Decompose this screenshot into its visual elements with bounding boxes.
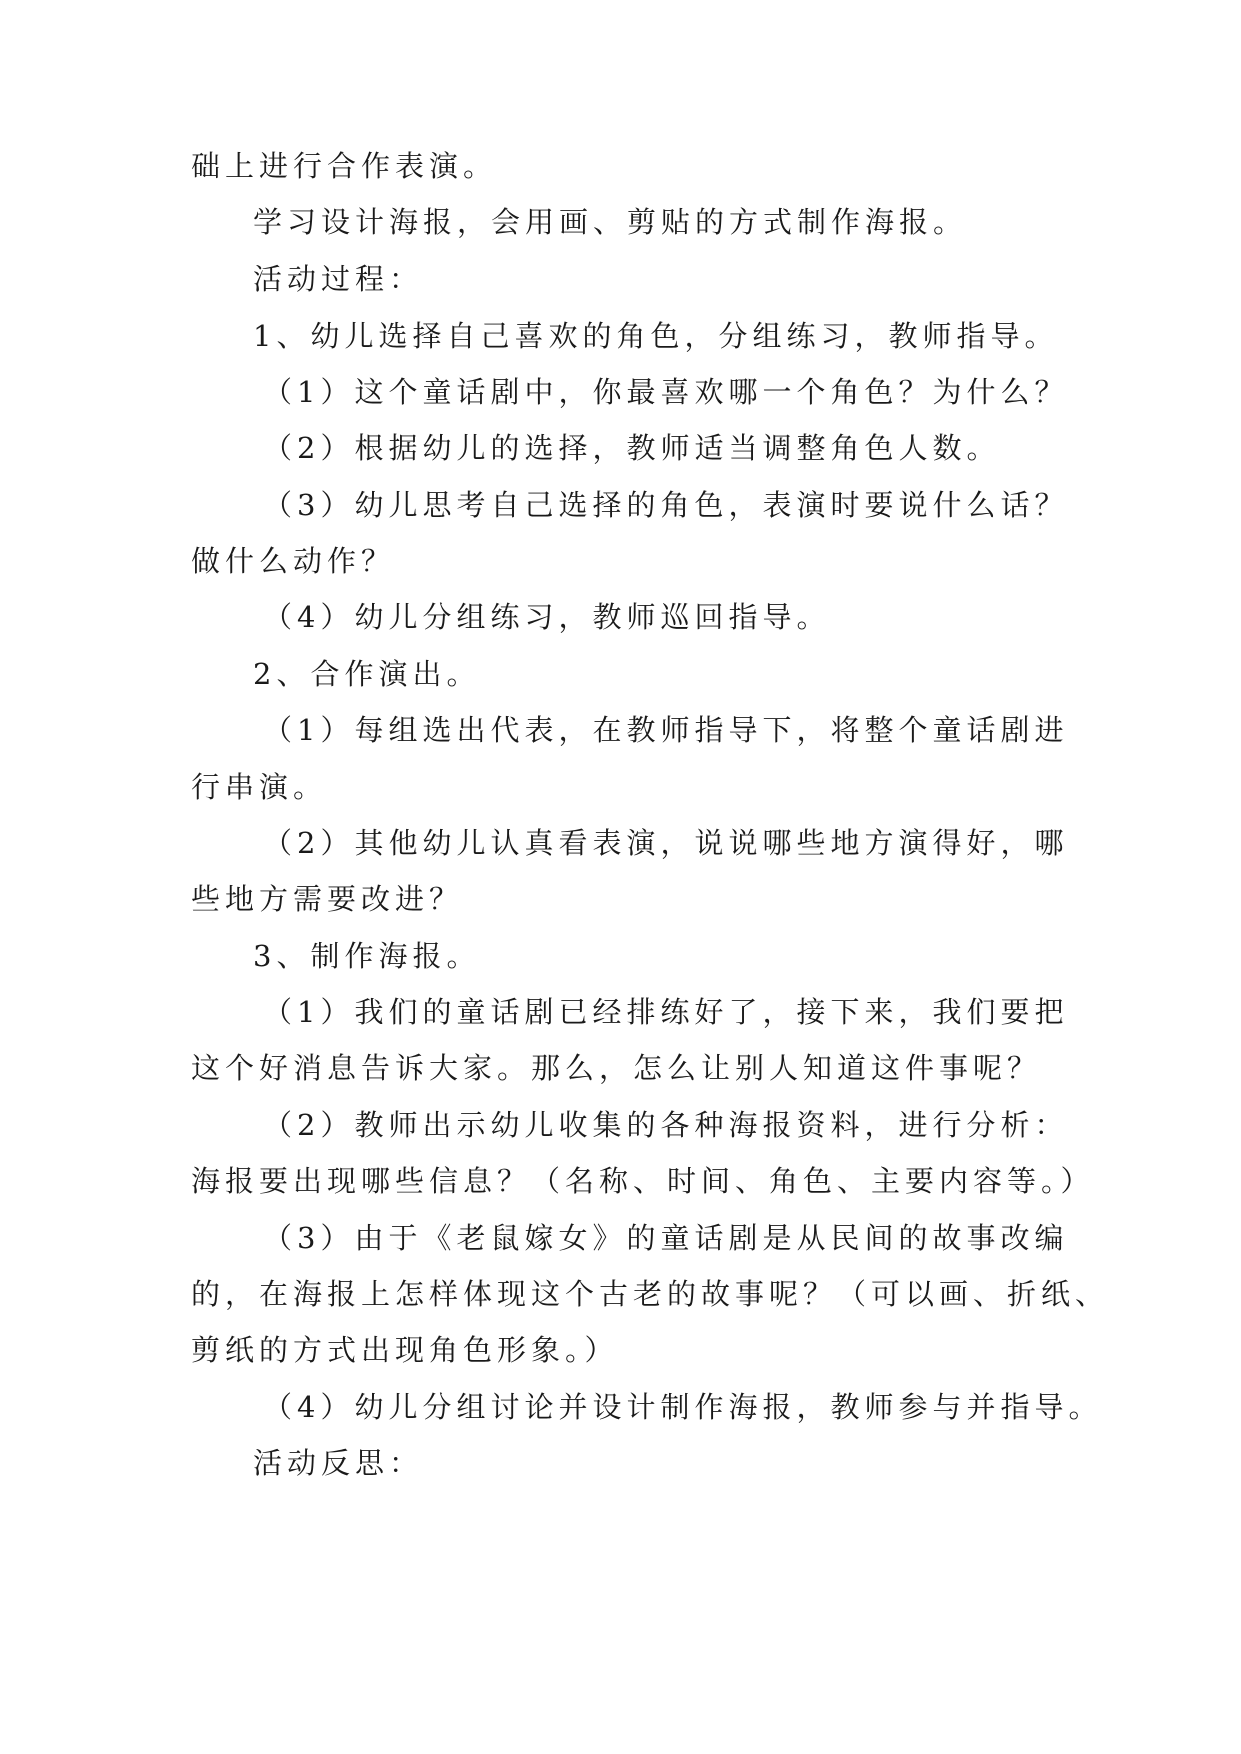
text-line: （1）每组选出代表，在教师指导下，将整个童话剧进 xyxy=(263,713,1069,747)
text-line: 3、制作海报。 xyxy=(253,939,481,973)
text-line: 行串演。 xyxy=(191,770,328,804)
text-line: 1、幼儿选择自己喜欢的角色，分组练习，教师指导。 xyxy=(253,319,1059,353)
text-line: 这个好消息告诉大家。那么，怎么让别人知道这件事呢？ xyxy=(191,1051,1042,1085)
text-line: 础上进行合作表演。 xyxy=(191,149,498,183)
text-line: （4）幼儿分组练习，教师巡回指导。 xyxy=(263,600,831,634)
text-line: （3）幼儿思考自己选择的角色，表演时要说什么话？ xyxy=(263,488,1069,522)
text-line: （1）我们的童话剧已经排练好了，接下来，我们要把 xyxy=(263,995,1069,1029)
text-line: （4）幼儿分组讨论并设计制作海报，教师参与并指导。 xyxy=(263,1390,1103,1424)
text-line: （3）由于《老鼠嫁女》的童话剧是从民间的故事改编 xyxy=(263,1221,1069,1255)
text-line: 2、合作演出。 xyxy=(253,657,481,691)
text-line: 的，在海报上怎样体现这个古老的故事呢？（可以画、折纸、 xyxy=(191,1277,1110,1311)
text-line: 活动反思： xyxy=(253,1446,424,1480)
text-line: 海报要出现哪些信息？（名称、时间、角色、主要内容等。） xyxy=(191,1164,1095,1198)
text-line: （2）其他幼儿认真看表演，说说哪些地方演得好，哪 xyxy=(263,826,1069,860)
text-line: （2）教师出示幼儿收集的各种海报资料，进行分析： xyxy=(263,1108,1069,1142)
text-line: 活动过程： xyxy=(253,262,424,296)
text-line: （2）根据幼儿的选择，教师适当调整角色人数。 xyxy=(263,431,1001,465)
text-line: （1）这个童话剧中，你最喜欢哪一个角色？为什么？ xyxy=(263,375,1069,409)
text-line: 些地方需要改进？ xyxy=(191,882,464,916)
text-line: 做什么动作？ xyxy=(191,544,396,578)
text-line: 学习设计海报，会用画、剪贴的方式制作海报。 xyxy=(253,205,968,239)
text-line: 剪纸的方式出现角色形象。） xyxy=(191,1333,619,1367)
